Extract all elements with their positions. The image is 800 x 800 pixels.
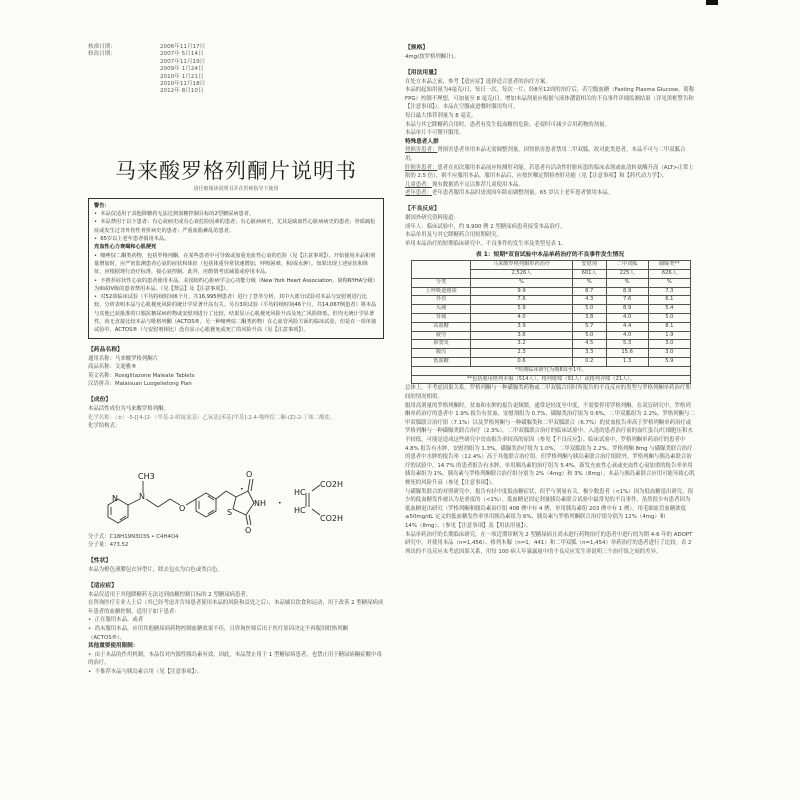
section-heading: 【不良反应】 [405,205,440,212]
section-heading: 【成份】 [88,396,112,403]
row-label: 上呼吸道感染 [412,287,471,296]
cell: 4.0 [471,314,573,323]
patient-count: 626人 [648,270,690,279]
adverse-events-table [411,260,691,384]
patient-count: 225人 [606,270,648,279]
population-label: 老年患者： [405,190,432,197]
column-header: 二甲双胍 [606,261,648,270]
cell: 3.0 [648,349,690,358]
table-footnote: **包括服用格列本脲（514人）、格列吡嗪（91人）或格列齐嗪（21人）。 [412,375,691,384]
table-unit-row [412,278,691,287]
table-header-row [412,261,691,270]
adverse-line: 本品单用及与其它降糖药合用短期研究。 [405,232,503,239]
revision-date: 2009年 1月24日 [160,66,204,73]
special-population-pediatric [405,181,695,190]
category-header: 分类 [412,278,471,287]
cell: 5.3 [606,340,648,349]
dosage-line: 本品与其它降糖药合用时，患者有发生低血糖的危险，必要时可减少合用药物的剂量。 [405,121,610,128]
approval-date: 2006年11月17日 [160,44,206,50]
population-label: 肾损害患者： [405,147,438,154]
table-row [412,296,691,305]
cell: 7.6 [471,296,573,305]
structure-label: 化学结构式： [88,423,121,430]
atom-n-amine: N [139,491,145,501]
drug-name-line: 英文名称：Rosiglitazone Maleate Tablets [88,372,195,379]
warning-heading: 警告： [94,202,110,209]
unit-cell: % [471,278,573,287]
table-1-title: 表 1：短期*双盲试验中本品单药治疗的不良事件发生情况 [475,252,625,259]
cell: 9.9 [471,287,573,296]
revision-date: 2010年 1月21日 [160,73,204,80]
cell: 5.0 [572,331,606,340]
adverse-paragraph: 与磺脲类联合的对照研究中，报告有轻中度低血糖症状，似乎与剂量有关。极少数患者（<1%）因为低血糖退出研究，很少的低血糖发作被认为是重度的（<1%）。低血糖是固定剂量胰岛素联合试验中最常见的不良事件。虽然很少有患者因为低血糖退出研究（罗格列酮和胰岛素治疗组 408 例中有 4 例，单用胰岛素组 203 例中有 1 例）。用毛细血管血糖浓度≤50mg/dL 定义的低血糖发作率单用胰岛素组为 6%，胰岛素与罗格列酮联合治疗组分别为 12%（4mg）和 14%（8mg）。（参见【注意事项】及【用法用量】）。 [405,488,693,529]
row-label: 低血糖 [412,358,471,367]
table-footnote-row [412,375,691,384]
warning-subitem: • 不推荐症状性心衰的患者使用本品。美国纽约心脏病学会心功能分级（New York Heart Association，简称NYHA分级）为III或IV级的患者禁用本品。（见【禁忌】及【注意事项】）。 [94,277,377,294]
section-specification [405,44,695,62]
row-label: 外伤 [412,296,471,305]
cell: 5.4 [648,305,690,314]
column-header: 磺脲类** [648,261,690,270]
atom-hc-top: HC [294,487,306,497]
cell: 4.0 [606,314,648,323]
atom-n-pyridine: N [112,493,118,503]
cell: 5.9 [471,305,573,314]
cell: 8.9 [606,287,648,296]
cell: 3.3 [572,349,606,358]
dosage-line: 本品的起始用量为4毫克/日，每日一次，每次一片，经8至12周的治疗后，若空腹血糖（Fasting Plasma Glucose，简称 FPG）控制不理想，可加量至 8 毫克/日。增加本品剂量应根据与液体潴留相关的不良事件详细监测结果（详见黑框警告和【注意事项】）。本品在空腹或进餐时服用均可。 [405,87,695,111]
row-label: 腹泻 [412,349,471,358]
section-heading: 【规格】 [405,45,429,51]
cell: 1.9 [648,331,690,340]
dosage-line: 在处方本品之前，参考【适应症】选择适合患者的治疗方案。 [405,78,551,85]
atom-co2h-top: CO2H [320,479,343,489]
cell: 5.0 [572,305,606,314]
limit-bullet: • 由于本品的作用机制，本品仅对内源性胰岛素有效。因此，本品禁止用于 1 型糖尿病患者，也禁止用于糖尿病酮症酸中毒的治疗。 [88,651,384,668]
population-text: 老年患者服用本品时毋需因年龄而调整剂量。65 岁以上老年患者慎用本品。 [431,190,614,197]
adverse-line: 单用本品治疗的短期临床研究中，不良事件的发生率及类型见表 1。 [405,240,567,247]
warning-item: • 本品禁用于以下患者：有心衰病史或有心衰危险因素的患者；有心脏病病史，尤其是缺血性心脏病病史的患者；骨质疏松症或发生过非外伤性骨折病史的患者；严重血脂紊乱的患者。 [94,218,377,235]
table-row [412,305,691,314]
warning-subitem: • 噻唑烷二酮类药物，包括罗格列酮，在某些患者中可导致或加重充血性心衰的危险（见【注意事项】）。开始使用本品和剂量增加时，应严密监测患者心衰的症状和体征（包括体重异常快速增加，呼吸困难，和/或水肿）。如果出现上述症状和体征，应根据现行治疗标准，接心衰控制。此外，应酌情考虑减量或停用本品。 [94,252,377,277]
cell: 1.3 [606,358,648,367]
cell: 5.9 [648,358,690,367]
specification-line: 4mg(按罗格列酮计)。 [405,54,460,60]
cell: 4.3 [572,296,606,305]
section-drug-name [88,346,384,389]
row-label: 疲劳 [412,331,471,340]
table-row [412,287,691,296]
salt-separator: • [278,499,282,507]
row-label: 头痛 [412,305,471,314]
adverse-paragraph: 本品单药治疗的长期临床研究。在一项近期诊断为 2 型糖尿病且尚未进行药物治疗的患者中进行的为期 4-6 年的 ADOPT 研究中，对使用本品（n=1,456）、格列本脲（n=1，441）和二甲双胍（n=1,454）单药治疗的患者进行了比较。表 2 列出的不良反应未考虑因果关系，用每 100 病人年暴露量中的不良反应发生率说明三个治疗组之间的差异。 [405,531,693,555]
table-footnote: *短期临床研究为期8周至1年。 [412,366,691,375]
atom-sulfur: S [227,507,233,517]
cell: 7.6 [606,296,648,305]
indication-bullet: • 尚未服用本品，应用其他糖尿病药物控制血糖效果不佳，且咨询医师后出于医疗原因决定不再服用吡格列酮（ACTOS®）。 [88,625,384,642]
revision-date: 2010年11月18日 [160,81,206,88]
cell: 5.7 [572,322,606,331]
scan-corner-mark [706,0,718,5]
population-text: 现有数据尚不足以推荐儿童使用本品。 [431,181,524,188]
cell: 15.6 [606,349,648,358]
column-header: 马来酸罗格列酮单药治疗 [471,261,573,270]
left-column [88,44,384,676]
section-indications [88,582,384,677]
indication-line: 本品仅适用于其他降糖药无法达到血糖控制目标的 2 型糖尿病患者。 [88,591,252,598]
special-population-renal [405,146,695,163]
document-title: 马来酸罗格列酮片说明书 [115,158,357,183]
atom-methyl: CH3 [138,471,155,481]
table-row [412,331,691,340]
table-footnote-row [412,366,691,375]
drug-name-line: 汉语拼音：Malaisuan Luogelietong Pian [88,381,192,388]
limits-heading: 其他重要使用限制： [88,643,139,650]
revision-date: 2007年 5月14日 [160,51,204,58]
cell: 7.3 [648,287,690,296]
atom-hc-bottom: HC [294,505,306,515]
cell: 3.2 [471,340,573,349]
adverse-line: 成年人：临床试验中，约 9,900 例 2 型糖尿病患者接受本品治疗。 [405,223,566,230]
date-block [88,44,384,96]
row-label: 高血糖 [412,322,471,331]
table-corner [412,261,471,279]
column-header: 安慰剂 [572,261,606,270]
section-dosage [405,69,695,198]
right-column [405,44,695,556]
adverse-line: 据国外研究资料报道： [405,214,459,221]
special-population-elderly [405,189,695,198]
unit-cell: % [572,278,606,287]
patient-count: 2,526人 [471,270,573,279]
dosage-line: 每日最大推荐剂量为 8 毫克。 [405,112,477,119]
cell: 0.6 [471,358,573,367]
cell: 3.6 [471,331,573,340]
table-row [412,314,691,323]
revision-date-label: 修改日期： [88,51,116,58]
warning-subheading: 充血性心力衰竭和心肌梗死 [94,244,157,251]
approval-date-label: 核准日期： [88,44,116,50]
cell: 5.0 [648,314,690,323]
cell: 4.4 [606,322,648,331]
table-row [412,340,691,349]
indication-bullet: • 正在服用本品，或者 [88,616,384,625]
atom-carbonyl-top: O [246,469,253,479]
drug-name-line: 商品名称：文迪雅® [88,364,137,371]
cell: 4.0 [606,331,648,340]
section-heading: 【用法用量】 [405,69,440,76]
unit-cell: % [648,278,690,287]
cell: 2.3 [471,349,573,358]
adverse-paragraph: 服用高剂量的罗格列酮时，贫血和水肿的报告更频繁，通常是轻度至中度，不需要停用罗格列酮。在双盲研究中，罗格列酮单药治疗的患者中 1.9% 报告有贫血，安慰剂组为 0.7%，磺脲类治疗组为 0.6%，二甲双胍组为 2.2%。罗格列酮与二甲双胍联合治疗组（7.1%）以及罗格列酮与一种磺脲类和二甲双胍联合（6.7%）的贫血报告率高于罗格列酮单药治疗或罗格列酮与一种磺脲类联合治疗（2.3%）。二甲双胍联合治疗的临床试验中，入选的患者治疗前的血红蛋白/红细胞压积水平较低，可能是造成这些研究中贫血报告率较高的原因（参见【不良反应】）。临床试验中，罗格列酮单药治疗的患者中 4.8% 报告有水肿，安慰剂组为 1.3%，磺脲类治疗组为 1.0%，二甲双胍组为 2.2%。罗格列酮 8mg 与磺脲类联合治疗的患者中水肿的报告率（12.4%）高于其他联合治疗组。但罗格列酮与胰岛素联合治疗组除外，罗格列酮与胰岛素联合治疗的试验中，14.7% 的患者报告有水肿，单用胰岛素的治疗组为 5.4%。新发充血性心衰或充血性心衰加重的报告率单用胰岛素组为 1%，胰岛素与罗格列酮联合治疗组分别为 2%（4mg）和 3%（8mg）。本品与胰岛素联合应用可能导致心肌梗死的风险升高（参见【注意事项】）。 [405,402,695,486]
atom-nh: NH [254,498,266,508]
population-label: 肝损害患者： [405,164,438,171]
document-subtitle: 请仔细阅读说明书并在医师指导下使用 [193,185,279,192]
limit-bullet: • 不推荐本品与胰岛素合用（见【注意事项】）。 [88,668,384,677]
indication-line: 在咨询医疗专业人士后（其已经考虑并告知患者使用本品的风险和益处之后），本品辅以饮食和运动，用于改善 2 型糖尿病成年患者的血糖控制，适用于如下患者： [88,600,384,615]
atom-carbonyl-bottom: O [245,525,252,533]
section-adverse-reactions [405,205,695,556]
section-heading: 【适应症】 [88,582,117,589]
boxed-warning [88,198,384,339]
warning-item: • 65岁以上老年患者慎用本品。 [94,235,377,243]
section-heading: 【药品名称】 [88,346,123,353]
molecular-formula: 分子式：C18H19N3O3S • C4H4O4 [88,533,179,540]
atom-oxygen: O [179,503,186,513]
population-label: 儿童患者： [405,181,432,188]
cell: 8.1 [648,322,690,331]
cell: 4.5 [572,340,606,349]
cell: 0.2 [572,358,606,367]
row-label: 鼻窦炎 [412,340,471,349]
table-row [412,358,691,367]
composition-line: 本品活性成份为马来酸罗格列酮。 [88,405,169,412]
cell: 3.8 [572,314,606,323]
revision-date: 2012年 8月10日 [160,88,204,95]
cell: 8.9 [606,305,648,314]
unit-cell: % [606,278,648,287]
revision-date: 2007年11月19日 [160,58,206,65]
table-row [412,349,691,358]
special-population-hepatic [405,164,695,181]
chemical-structure-diagram [88,433,384,533]
dosage-line: 本品单片不可掰开服用。 [405,130,465,137]
section-appearance [88,557,384,575]
cell: 3.9 [471,322,573,331]
appearance-line: 本品为橙色薄膜包衣异型片，除去包衣为白色或类白色。 [88,566,223,573]
section-composition [88,396,384,550]
table-row [412,322,691,331]
cell: 8.7 [572,287,606,296]
patient-count: 601人 [572,270,606,279]
population-text: 肾损害患者单用本品无需调整剂量。因肾损害患者禁用二甲双胍，故对此类患者，本品不可与二甲双胍合用。 [405,147,686,162]
warning-subitem: • 对52项临床试验（平均持续时间6个月，共16,995例患者）进行了荟萃分析，其中大部分试验对本品与安慰剂进行比较，分析表明本品与心肌梗死风险的统计学显著升高有关。另有3项试验（平均持续时间46个月，共14,067例患者）将本品与其他已获批准的口服抗糖尿病药物或安慰剂进行了比较，结果显示心肌梗死风险升高及死亡风险降低，但均无统计学显著性。尚无直接比较本品与吡格列酮（ACTOS®，另一种噻唑烷二酮类药物）在心血管风险方面的临床试验，但是在一项单独试验中，ACTOS®（与安慰剂相比）没有显示心肌梗死或死亡的风险升高（见【注意事项】）。 [94,293,377,334]
row-label: 背痛 [412,314,471,323]
population-text: 患者在初次服用本品前应检测肝功能。若患者有活动性肝脏疾患的临床表现或血清转氨酶升高（ALT>正常上限的 2.5 倍），则不应服用本品。服用本品后，应按医嘱定期检查肝功能（见【注意事项】和【药代动力学】）。 [405,164,694,180]
warning-item: • 本品仅适用于其他降糖药无法达到血糖控制目标的2型糖尿病患者。 [94,210,377,218]
molecule-drawing [88,433,384,533]
drug-name-line: 通用名称：马来酸罗格列酮片 [88,355,159,362]
chemical-name: 化学名称：（±）-5-[[4-[2-（甲基-2-吡啶氨基）乙氧基]苯基]甲基]-2,4-噻唑烷二酮-(Z)-2-丁烯二酸盐。 [88,414,336,421]
chiral-marker: • [240,485,244,493]
adverse-paragraph: 总体上，不考虑因果关系，罗格列酮与一种磺脲类药物或二甲双胍合用时所报告的不良反应的类型与罗格列酮单药治疗期间的情况相似。 [405,385,691,401]
molecular-weight: 分子量：473.52 [88,542,129,549]
atom-co2h-bottom: CO2H [320,513,343,523]
cell: 6.1 [648,296,690,305]
cell: 3.0 [648,340,690,349]
special-populations-heading: 特殊患者人群 [405,138,439,145]
section-heading: 【性状】 [88,557,112,564]
